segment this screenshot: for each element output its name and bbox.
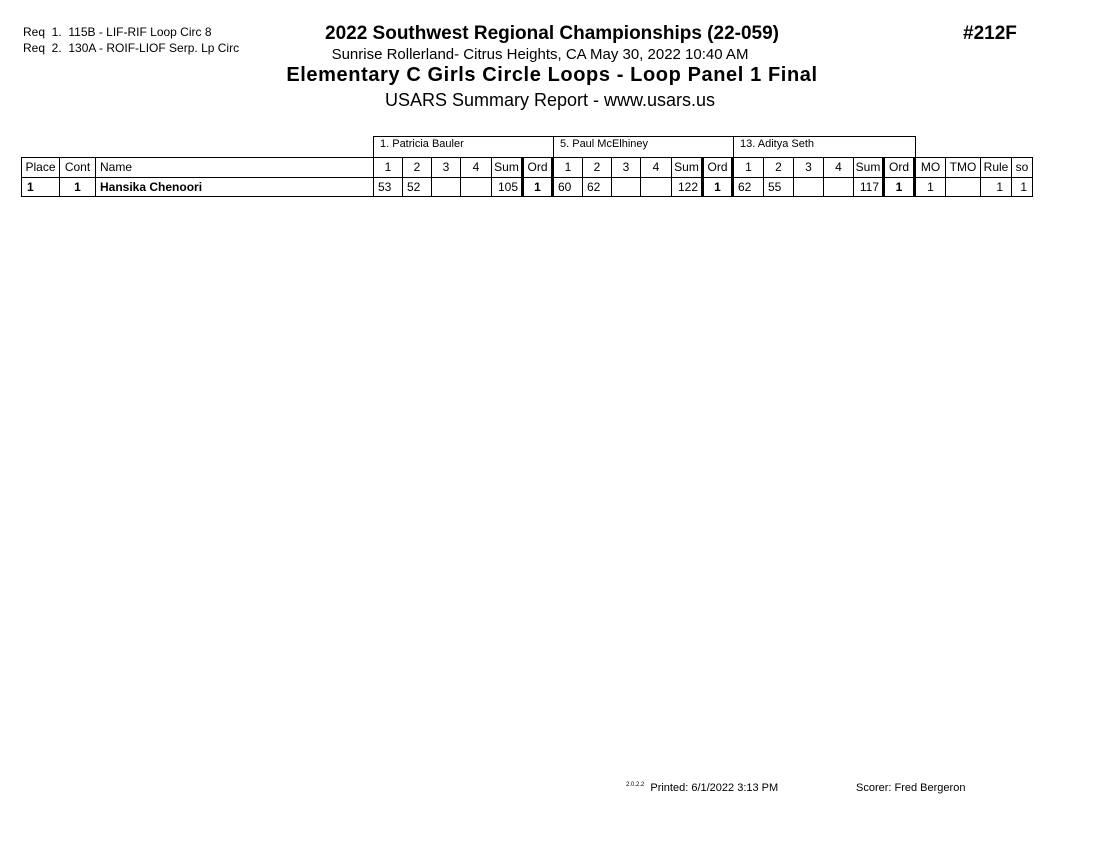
col-header-j3-1: 1 [733, 157, 764, 178]
row-j2-score-4 [640, 177, 672, 197]
col-header-j2-2: 2 [582, 157, 612, 178]
row-mo: 1 [915, 177, 946, 197]
col-header-rule: Rule [980, 157, 1012, 178]
col-header-j1-4: 4 [460, 157, 492, 178]
row-j3-sum: 117 [853, 177, 883, 197]
col-header-cont: Cont [59, 157, 96, 178]
row-tmo [945, 177, 981, 197]
row-j2-score-3 [611, 177, 641, 197]
row-j3-score-1: 62 [733, 177, 764, 197]
col-header-j2-1: 1 [553, 157, 583, 178]
event-title: Elementary C Girls Circle Loops - Loop Panel 1 Final [286, 64, 818, 86]
row-j1-sum: 105 [491, 177, 522, 197]
footer-version: 2.0.2.2 [626, 782, 645, 788]
row-j2-ord: 1 [701, 177, 734, 197]
row-cont: 1 [59, 177, 96, 197]
col-header-j2-4: 4 [640, 157, 672, 178]
col-header-j1-2: 2 [402, 157, 432, 178]
report-title: USARS Summary Report - www.usars.us [384, 90, 716, 110]
col-header-j2-3: 3 [611, 157, 641, 178]
col-header-j1-1: 1 [373, 157, 403, 178]
row-j2-sum: 122 [671, 177, 702, 197]
row-j1-score-3 [431, 177, 461, 197]
col-header-j3-4: 4 [823, 157, 854, 178]
col-header-j3-2: 2 [763, 157, 794, 178]
event-code: #212F [963, 23, 1017, 44]
col-header-j2-ord: Ord [701, 157, 734, 178]
judge-header-2: 5. Paul McElhiney [553, 136, 734, 157]
requirement-2: Req 2. 130A - ROIF-LIOF Serp. Lp Circ [23, 41, 240, 55]
col-header-tmo: TMO [945, 157, 981, 178]
col-header-so: so [1011, 157, 1033, 178]
col-header-mo: MO [915, 157, 946, 178]
col-header-j3-sum: Sum [853, 157, 883, 178]
col-header-j1-sum: Sum [491, 157, 522, 178]
row-j3-ord: 1 [882, 177, 916, 197]
footer-scorer: Scorer: Fred Bergeron [856, 782, 966, 794]
row-j3-score-2: 55 [763, 177, 794, 197]
row-j1-score-1: 53 [373, 177, 403, 197]
col-header-j3-3: 3 [793, 157, 824, 178]
judge-header-1: 1. Patricia Bauler [373, 136, 554, 157]
judge-header-3: 13. Aditya Seth [733, 136, 916, 157]
col-header-j2-sum: Sum [671, 157, 702, 178]
row-j3-score-3 [793, 177, 824, 197]
competition-title: 2022 Southwest Regional Championships (22-059) [325, 23, 779, 44]
row-j1-ord: 1 [521, 177, 554, 197]
row-place: 1 [21, 177, 60, 197]
row-rule: 1 [980, 177, 1012, 197]
col-header-place: Place [21, 157, 60, 178]
venue-date-line: Sunrise Rollerland- Citrus Heights, CA May 30, 2022 10:40 AM [331, 46, 749, 63]
row-j1-score-2: 52 [402, 177, 432, 197]
row-j2-score-2: 62 [582, 177, 612, 197]
col-header-j1-3: 3 [431, 157, 461, 178]
printed-date: Printed: 6/1/2022 3:13 PM [650, 782, 779, 794]
col-header-j1-ord: Ord [521, 157, 554, 178]
col-header-name: Name [95, 157, 374, 178]
requirement-1: Req 1. 115B - LIF-RIF Loop Circ 8 [23, 25, 212, 39]
row-j2-score-1: 60 [553, 177, 583, 197]
col-header-j3-ord: Ord [882, 157, 916, 178]
footer-printed [626, 782, 778, 794]
row-so: 1 [1011, 177, 1033, 197]
row-j1-score-4 [460, 177, 492, 197]
row-name: Hansika Chenoori [95, 177, 374, 197]
row-j3-score-4 [823, 177, 854, 197]
